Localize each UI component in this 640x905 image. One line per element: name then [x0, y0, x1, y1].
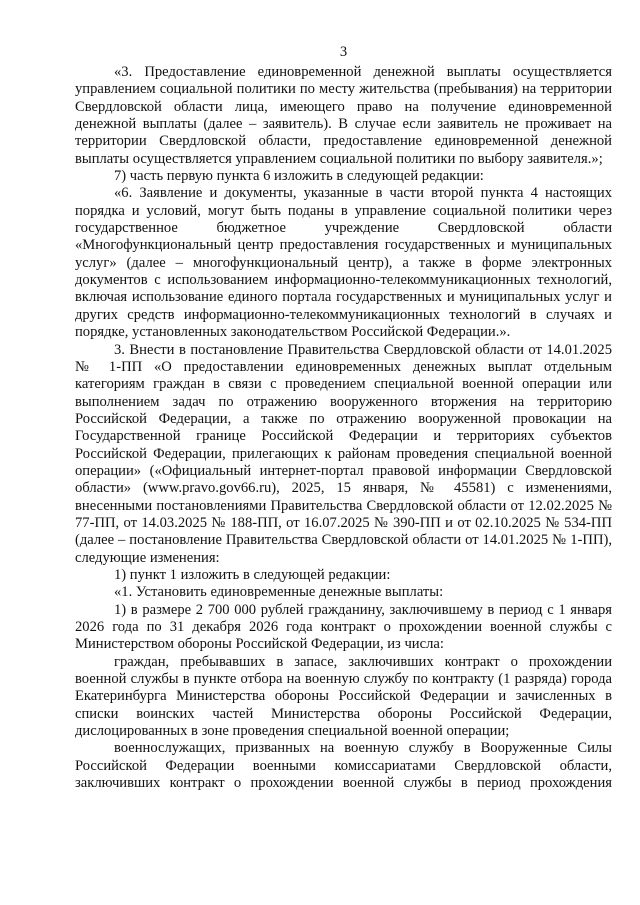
paragraph-clause-6-text: «6. Заявление и документы, указанные в части второй пункта 4 настоящих порядка и условий, могут быть поданы в управление социальной политики через государственное бюджетное учреждение Свердловской области «Многофункциональный центр предоставления государственных и муниципальных услуг» (далее – многофункциональный центр), а также в форме электронных документов с использованием информационно-телекоммуникационных технологий, включая использование единого портала государственных и муниципальных услуг и других средств информационно-телекоммуникационных технологий в случаях и порядке, установленных законодательством Российской Федерации.». [75, 185, 612, 341]
document-page [75, 44, 612, 792]
paragraph-clause-3-text: «3. Предоставление единовременной денежной выплаты осуществляется управлением социальной политики по месту жительства (пребывания) на территории Свердловской области лица, имеющего право на получение единовременной денежной выплаты (далее – заявитель). В случае если заявитель не проживает на территории Свердловской области, предоставление единовременной денежной выплаты осуществляется управлением социальной политики по выбору заявителя.»; [75, 64, 612, 167]
paragraph-item-1: 1) пункт 1 изложить в следующей редакции: [114, 566, 391, 583]
paragraph-reserve-citizens: граждан, пребывавших в запасе, заключивших контракт о прохождении военной службы в пункте отбора на военную службу по контракту (1 разряда) города Екатеринбурга Министерства обороны Российской Федерации и зачисленных в списки воинских частей Министерства обороны Российской Федерации, дислоцированных в зоне проведения специальной военной операции; [75, 653, 612, 740]
paragraph-conscripts: военнослужащих, призванных на военную службу в Вооруженные Силы Российской Федерации военными комиссариатами Свердловской области, заключивших контракт о прохождении военной службы в период прохождения [75, 740, 612, 792]
paragraph-item-7: 7) часть первую пункта 6 изложить в следующей редакции: [114, 168, 484, 185]
paragraph-section-3: 3. Внести в постановление Правительства Свердловской области от 14.01.2025 № 1-ПП «О предоставлении единовременных денежных выплат отдельным категориям граждан в связи с проведением специальной военной операции или выполнением задач по отражению вооруженного вторжения на территорию Российской Федерации, а также по отражению вооруженной провокации на Государственной границе Российской Федерации и территориях субъектов Российской Федерации, прилегающих к районам проведения специальной военной операции» («Официальный интернет-портал правовой информации Свердловской области» (www.pravo.gov66.ru), 2025, 15 января, № 45581) с изменениями, внесенными постановлениями Правительства Свердловской области от 12.02.2025 № 77-ПП, от 14.03.2025 № 188-ПП, от 16.07.2025 № 390-ПП и от 02.10.2025 № 534-ПП (далее – постановление Правительства Свердловской области от 14.01.2025 № 1-ПП), следующие изменения: [75, 341, 612, 566]
page-number: 3 [339, 44, 348, 60]
paragraph-subitem-1: 1) в размере 2 700 000 рублей гражданину, заключившему в период с 1 января 2026 года по 31 декабря 2026 года контракт о прохождении военной службы с Министерством обороны Российской Федерации, из числа: [75, 601, 612, 653]
paragraph-clause-1-heading: «1. Установить единовременные денежные выплаты: [114, 584, 444, 601]
